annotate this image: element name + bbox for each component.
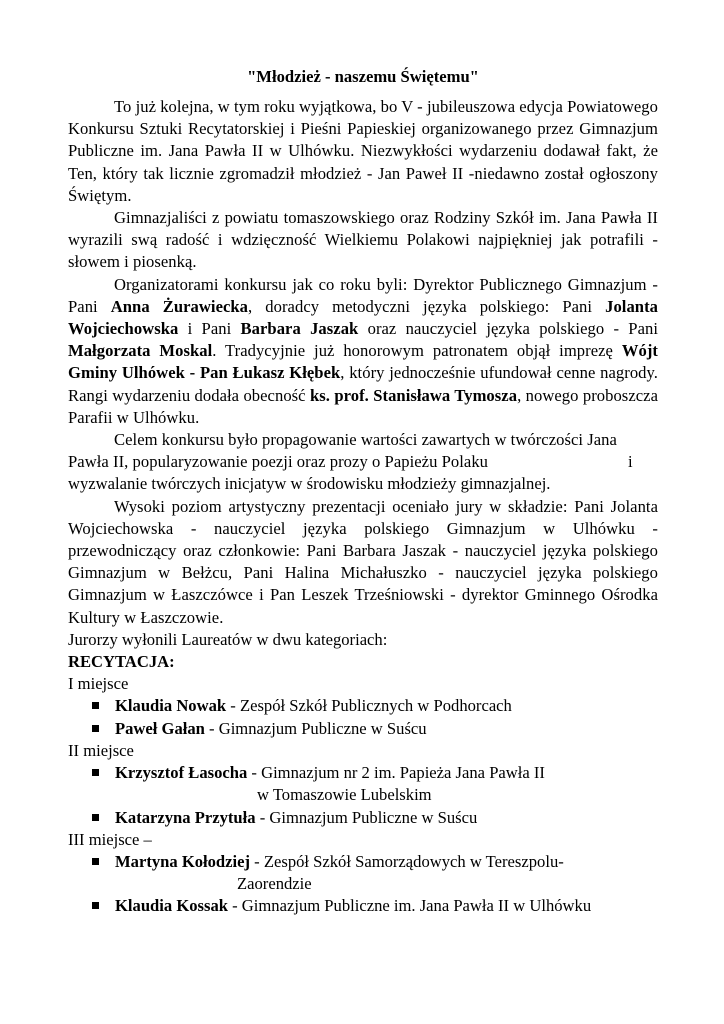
goal-text-1: Celem konkursu było propagowanie wartości zawartych w twórczości Jana Pawła II, popularyzowanie poezji oraz prozy o Papieżu Polaku — [68, 430, 617, 472]
laureate-school: - Gimnazjum Publiczne im. Jana Pawła II w Ulhówku — [227, 896, 592, 916]
place-label: II miejsce — [68, 740, 134, 760]
document-page — [68, 66, 658, 918]
organizer-name-teacher: Małgorzata Moskal — [68, 341, 213, 361]
laureate-school-continuation: w Tomaszowie Lubelskim — [257, 785, 432, 805]
laureate-list — [68, 851, 658, 918]
jury-summary: Jurorzy wyłonili Laureatów w dwu kategoriach: — [68, 629, 388, 649]
list-item — [68, 762, 658, 806]
laureate-name: Klaudia Kossak — [115, 896, 228, 916]
place-label: I miejsce — [68, 674, 129, 694]
organizers-text-7: , nowego proboszcza Parafii w Ulhówku. — [68, 385, 658, 427]
paragraph-participants: Gimnazjaliści z powiatu tomaszowskiego oraz Rodziny Szkół im. Jana Pawła II wyrazili swą radość i wdzięczność Wielkiemu Polakowi najpiękniej jak potrafili - słowem i piosenką. — [68, 208, 658, 272]
category-heading: RECYTACJA: — [68, 652, 175, 672]
organizers-text-4: oraz nauczyciel języka polskiego - Pani — [358, 319, 658, 339]
list-item — [68, 807, 658, 829]
laureate-list — [68, 762, 658, 829]
bullet-icon — [92, 725, 99, 732]
bullet-icon — [92, 858, 99, 865]
organizer-name-advisor-1: Jolanta Wojciechowska — [68, 296, 659, 339]
laureate-school: - Gimnazjum Publiczne w Suścu — [255, 807, 478, 827]
bullet-icon — [92, 702, 99, 709]
organizers-text-3: i Pani — [178, 319, 241, 339]
laureate-name: Krzysztof Łasocha — [115, 763, 248, 783]
goal-text-2: i — [628, 452, 633, 472]
laureate-school: - Gimnazjum nr 2 im. Papieża Jana Pawła II — [247, 763, 545, 783]
paragraph-intro: To już kolejna, w tym roku wyjątkowa, bo V - jubileuszowa edycja Powiatowego Konkursu Sztuki Recytatorskiej i Pieśni Papieskiej organizowanego przez Gimnazjum Publiczne im. Jana Pawła II w Ulhówku. Niezwykłości wydarzeniu dodawał fakt, że Ten, który tak licznie zgromadził młodzież - Jan Paweł II -niedawno został ogłoszony Świętym. — [68, 97, 658, 205]
laureate-name: Martyna Kołodziej — [115, 851, 251, 871]
list-item — [68, 695, 658, 717]
list-item — [68, 851, 658, 895]
organizers-text-1: Organizatorami konkursu jak co roku byli: Dyrektor Publicznego Gimnazjum - Pani — [68, 274, 658, 316]
paragraph-goal — [68, 429, 658, 473]
place-label: III miejsce – — [68, 829, 152, 849]
organizer-name-advisor-2: Barbara Jaszak — [240, 319, 359, 339]
patron-name: Wójt Gminy Ulhówek - Pan Łukasz Kłębek — [68, 341, 658, 383]
list-item — [68, 895, 658, 917]
organizers-text-2: , doradcy metodyczni języka polskiego: Pani — [248, 296, 606, 316]
list-item — [68, 718, 658, 740]
organizers-text-6: , który jednocześnie ufundował cenne nagrody. Rangi wydarzeniu dodała obecność — [68, 363, 658, 405]
goal-text-continuation: wyzwalanie twórczych inicjatyw w środowisku młodzieży gimnazjalnej. — [68, 474, 551, 494]
organizer-name-director: Anna Żurawiecka — [110, 296, 249, 316]
bullet-icon — [92, 902, 99, 909]
bullet-icon — [92, 769, 99, 776]
laureate-list — [68, 695, 658, 739]
laureate-school: - Zespół Szkół Publicznych w Podhorcach — [226, 696, 512, 716]
laureate-school: - Gimnazjum Publiczne w Suścu — [204, 718, 427, 738]
bullet-icon — [92, 814, 99, 821]
paragraph-jury: Wysoki poziom artystyczny prezentacji oceniało jury w składzie: Pani Jolanta Wojciechowska - nauczyciel języka polskiego Gimnazjum w Ulhówku - przewodniczący oraz członkowie: Pani Barbara Jaszak - nauczyciel języka polskiego Gimnazjum w Bełżcu, Pani Halina Michałuszko - nauczyciel języka polskiego Gimnazjum w Łaszczówce i Pan Leszek Trześniowski - dyrektor Gminnego Ośrodka Kultury w Łaszczowie. — [68, 496, 658, 627]
laureate-school-continuation: Zaorendzie — [237, 874, 312, 894]
organizers-text-5: . Tradycyjnie już honorowym patronatem objął imprezę — [212, 341, 622, 361]
laureate-school: - Zespół Szkół Samorządowych w Tereszpolu- — [250, 851, 564, 871]
document-title: "Młodzież - naszemu Świętemu" — [247, 67, 479, 86]
laureate-name: Klaudia Nowak — [115, 696, 227, 716]
paragraph-organizers — [68, 274, 658, 429]
laureate-name: Paweł Gałan — [115, 718, 205, 738]
laureate-name: Katarzyna Przytuła — [115, 807, 256, 827]
guest-name: ks. prof. Stanisława Tymosza — [309, 385, 518, 405]
